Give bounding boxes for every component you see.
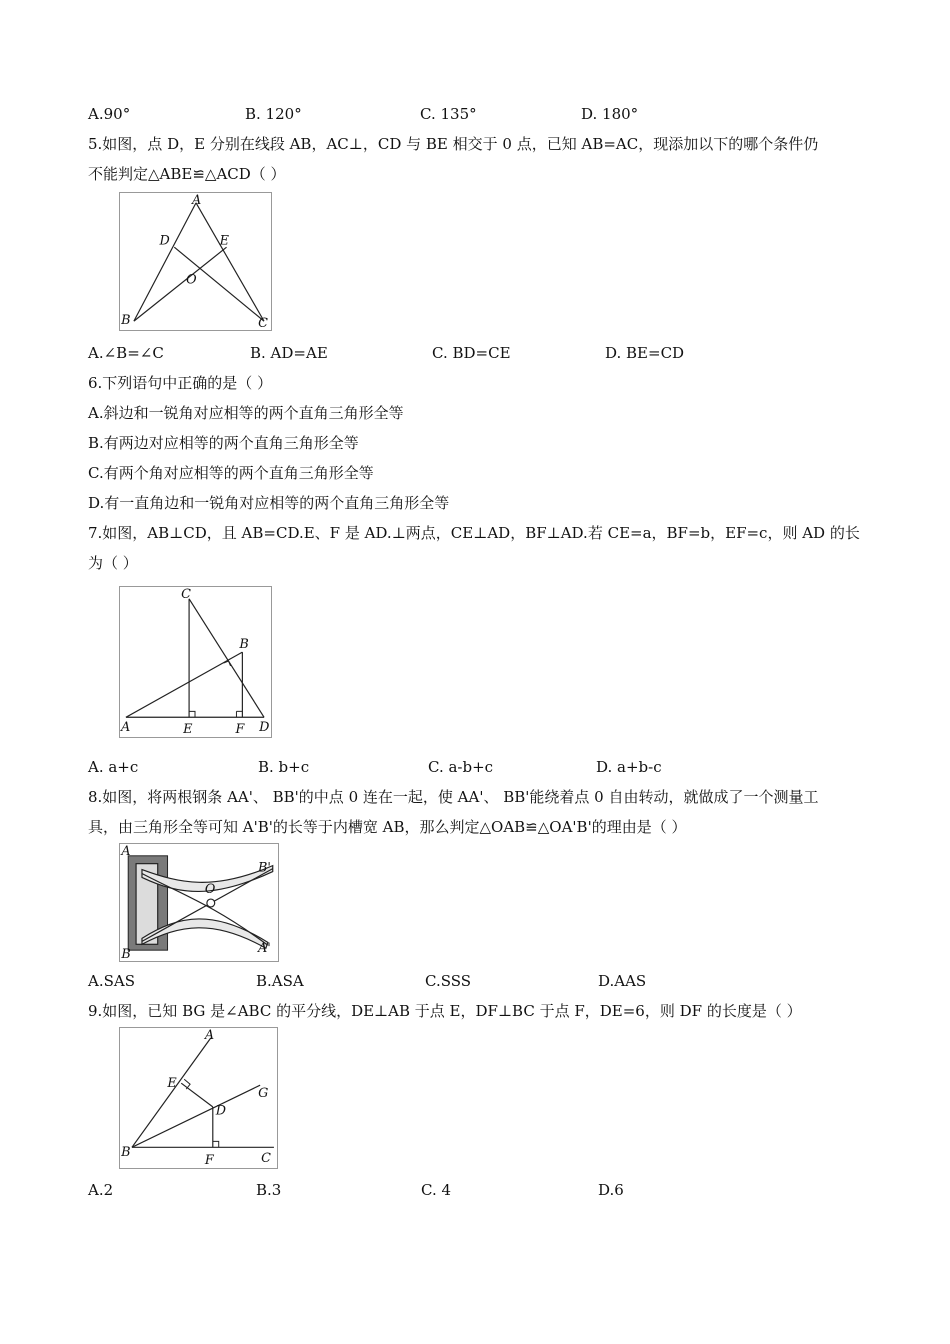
q4-option-a: A.90° [88, 105, 131, 123]
q7-stem-line1: 7.如图，AB⊥CD，且 AB=CD.E、F 是 AD.⊥两点，CE⊥AD，BF⊥AD.若 CE=a，BF=b，EF=c，则 AD 的长 [88, 524, 860, 542]
q9-option-b: B.3 [256, 1181, 282, 1199]
q9-label-e: E [167, 1076, 177, 1092]
q7-option-d: D. a+b-c [596, 758, 662, 776]
q5-label-a: A [192, 193, 202, 208]
q8-label-b: B [121, 947, 131, 961]
q5-option-d: D. BE=CD [605, 344, 685, 362]
q8-stem-line2: 具，由三角形全等可知 A'B'的长等于内槽宽 AB，那么判定△OAB≌△OA'B'的理由是（ ） [88, 818, 687, 836]
q5-label-e: E [219, 233, 229, 249]
q6-option-a: A.斜边和一锐角对应相等的两个直角三角形全等 [88, 404, 404, 422]
q9-option-c: C. 4 [421, 1181, 452, 1199]
q7-option-b: B. b+c [258, 758, 310, 776]
q5-label-c: C [258, 316, 268, 330]
q5-option-b: B. AD=AE [250, 344, 328, 362]
q5-stem-line1: 5.如图，点 D，E 分别在线段 AB，AC⊥，CD 与 BE 相交于 0 点，已知 AB=AC，现添加以下的哪个条件仍 [88, 135, 819, 153]
q9-label-c: C [261, 1151, 271, 1167]
q4-option-c: C. 135° [420, 105, 477, 123]
q9-label-a: A [204, 1028, 215, 1043]
q7-label-c: C [181, 587, 192, 602]
q7-option-a: A. a+c [88, 758, 139, 776]
q5-option-c: C. BD=CE [432, 344, 511, 362]
q9-label-f: F [204, 1153, 214, 1168]
q6-stem: 6.下列语句中正确的是（ ） [88, 374, 273, 392]
q7-label-f: F [235, 722, 245, 737]
q8-label-a-prime: A' [257, 941, 271, 957]
q5-label-o: O [186, 272, 197, 288]
q5-label-d: D [159, 233, 170, 249]
q8-figure [119, 843, 279, 962]
q7-stem-line2: 为（ ） [88, 554, 138, 572]
q7-option-c: C. a-b+c [428, 758, 494, 776]
q4-option-b: B. 120° [245, 105, 302, 123]
q8-option-c: C.SSS [425, 972, 472, 990]
q6-option-b: B.有两边对应相等的两个直角三角形全等 [88, 434, 359, 452]
q5-option-a: A.∠B=∠C [88, 344, 164, 362]
q5-stem-line2: 不能判定△ABE≌△ACD（ ） [88, 165, 286, 183]
q5-label-b: B [121, 313, 131, 329]
q8-label-b-prime: B' [257, 860, 271, 876]
q5-figure [119, 192, 272, 331]
q9-figure [119, 1027, 278, 1169]
q7-label-b: B [239, 637, 249, 653]
q8-option-b: B.ASA [256, 972, 304, 990]
q6-option-d: D.有一直角边和一锐角对应相等的两个直角三角形全等 [88, 494, 450, 512]
q8-option-a: A.SAS [88, 972, 135, 990]
q8-label-a: A [121, 844, 131, 859]
q7-figure [119, 586, 272, 738]
q7-label-e: E [183, 722, 193, 737]
q9-label-d: D [215, 1103, 227, 1119]
q4-option-d: D. 180° [581, 105, 639, 123]
q8-option-d: D.AAS [598, 972, 647, 990]
q9-option-d: D.6 [598, 1181, 624, 1199]
q9-option-a: A.2 [88, 1181, 114, 1199]
q6-option-c: C.有两个角对应相等的两个直角三角形全等 [88, 464, 374, 482]
q7-label-d: D [259, 720, 270, 736]
q8-stem-line1: 8.如图，将两根钢条 AA'、 BB'的中点 0 连在一起，使 AA'、 BB'能绕着点 0 自由转动，就做成了一个测量工 [88, 788, 819, 806]
q9-label-g: G [258, 1086, 269, 1102]
q9-stem: 9.如图，已知 BG 是∠ABC 的平分线，DE⊥AB 于点 E，DF⊥BC 于点 F，DE=6，则 DF 的长度是（ ） [88, 1002, 802, 1020]
q9-label-b: B [121, 1145, 131, 1161]
q7-label-a: A [120, 720, 131, 736]
q8-label-o: O [204, 882, 216, 898]
